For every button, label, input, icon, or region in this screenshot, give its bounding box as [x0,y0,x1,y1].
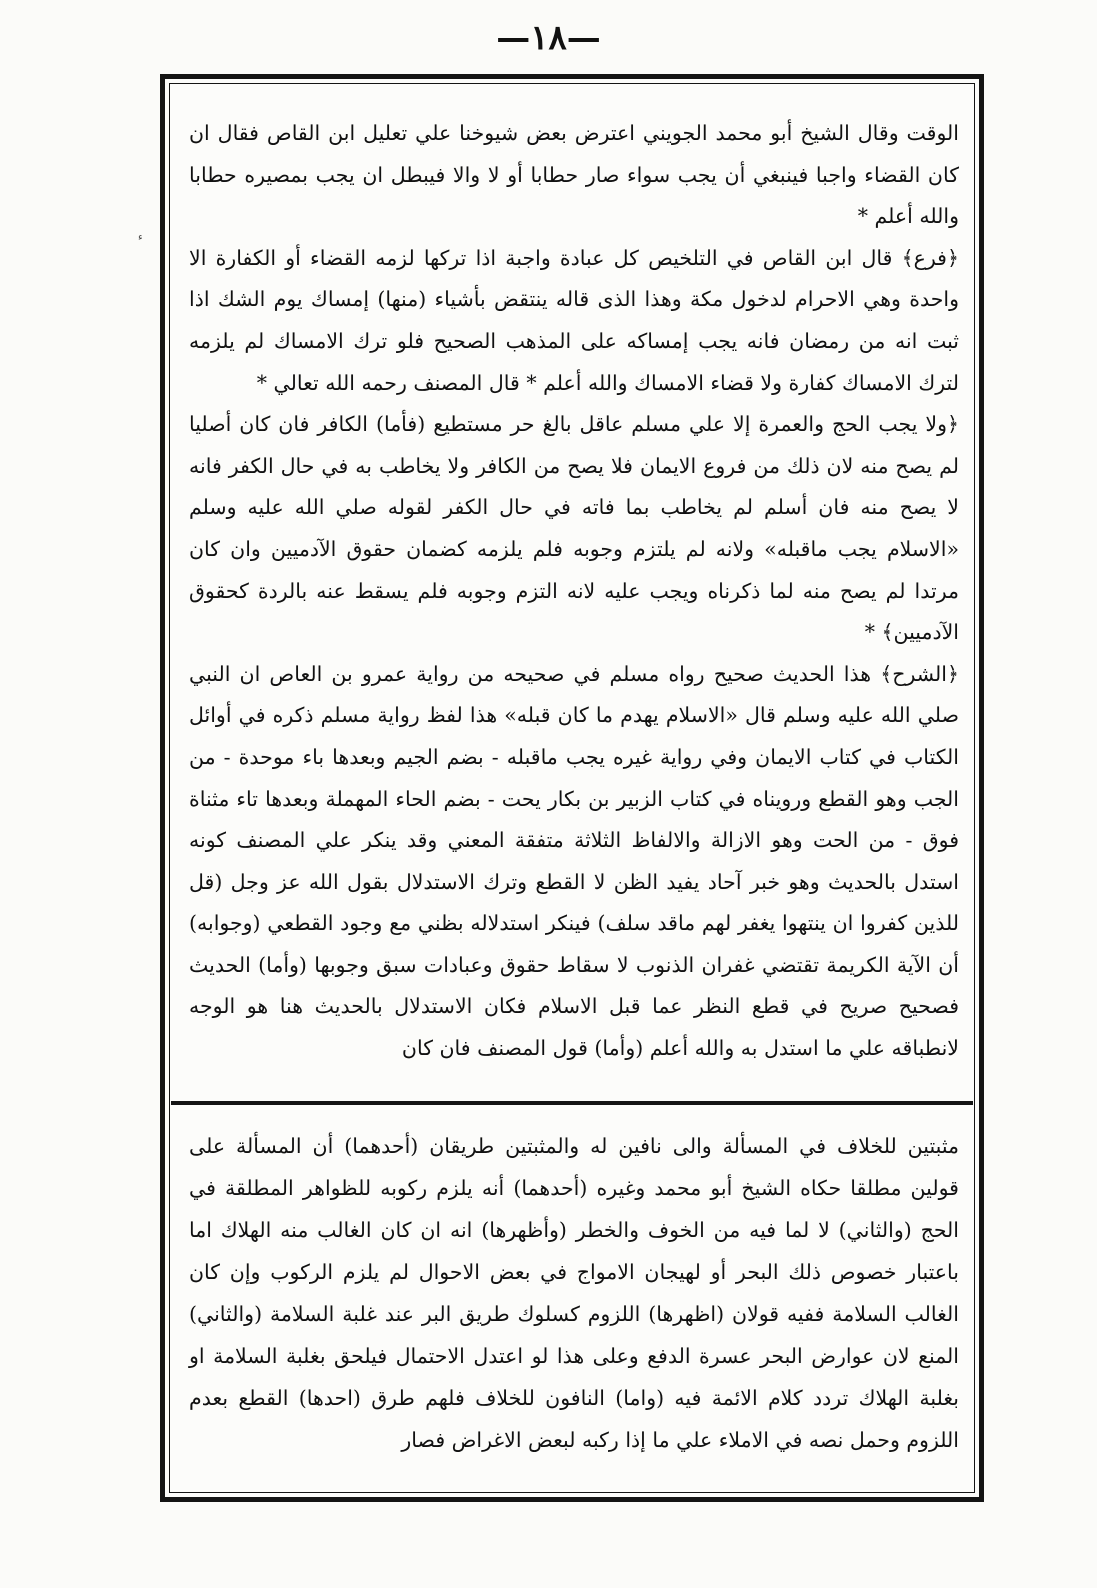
footnote-divider [171,1101,973,1105]
footnote-paragraph-1: مثبتين للخلاف في المسألة والى نافين له والمثبتين طريقان (أحدهما) أن المسألة على قولين مطلقا حكاه الشيخ أبو محمد وغيره (أحدهما) أنه يلزم ركوبه للظواهر المطلقة في الحج (والثاني) لا لما فيه من الخوف والخطر (وأظهرها) انه ان كان الغالب منه الهلاك اما باعتبار خصوص ذلك البحر أو لهيجان الامواج في بعض الاحوال لم يلزم الركوب وإن كان الغالب السلامة ففيه قولان (اظهرها) اللزوم كسلوك طريق البر عند غلبة السلامة (والثاني) المنع لان عوارض البحر عسرة الدفع وعلى هذا لو اعتدل الاحتمال فيلحق بغلبة السلامة او بغلبة الهلاك تردد كلام الائمة فيه (واما) النافون للخلاف فلهم طرق (احدها) القطع بعدم اللزوم وحمل نصه في الاملاء علي ما إذا ركبه لبعض الاغراض فصار [189,1134,959,1452]
page-number: —١٨— [496,18,601,58]
main-paragraph-3: ﴿ولا يجب الحج والعمرة إلا علي مسلم عاقل بالغ حر مستطيع (فأما) الكافر فان كان أصليا لم يصح منه لان ذلك من فروع الايمان فلا يصح من الكافر ولا يخاطب به في حال الكفر فانه لا يصح منه فان أسلم لم يخاطب بما فاته في حال الكفر لقوله صلي الله عليه وسلم «الاسلام يجب ماقبله» ولانه لم يلتزم وجوبه فلم يلزمه كضمان حقوق الآدميين وان كان مرتدا لم يصح منه لما ذكرناه ويجب عليه لانه التزم وجوبه فلم يسقط عنه بالردة كحقوق الآدميين﴾ * [189,412,959,645]
main-paragraph-4: ﴿الشرح﴾ هذا الحديث صحيح رواه مسلم في صحيحه من رواية عمرو بن العاص ان النبي صلي الله عليه وسلم قال «الاسلام يهدم ما كان قبله» هذا لفظ رواية مسلم ذكره في أوائل الكتاب في كتاب الايمان وفي رواية غيره يجب ماقبله - بضم الجيم وبعدها باء موحدة - من الجب وهو القطع ورويناه في كتاب الزبير بن بكار يحت - بضم الحاء المهملة وبعدها تاء مثناة فوق - من الحت وهو الازالة والالفاظ الثلاثة متفقة المعني وقد ينكر علي المصنف كونه استدل بالحديث وهو خبر آحاد يفيد الظن لا القطع وترك الاستدلال بقول الله عز وجل (قل للذين كفروا ان ينتهوا يغفر لهم ماقد سلف) فينكر استدلاله بظني مع وجود القطعي (وجوابه) أن الآية الكريمة تقتضي غفران الذنوب لا سقاط حقوق وعبادات سبق وجوبها (وأما) الحديث فصحيح صريح في قطع النظر عما قبل الاسلام فكان الاستدلال بالحديث هنا هو الوجه لانطباقه علي ما استدل به والله أعلم (وأما) قول المصنف فان كان [189,661,959,1061]
main-text [189,113,959,1070]
main-paragraph-1: الوقت وقال الشيخ أبو محمد الجويني اعترض بعض شيوخنا علي تعليل ابن القاص فقال ان كان القضاء واجبا فينبغي أن يجب سواء صار حطابا أو لا والا فيبطل ان يجب بمصيره حطابا والله أعلم * [189,121,959,229]
main-paragraph-2: ﴿فرع﴾ قال ابن القاص في التلخيص كل عبادة واجبة اذا تركها لزمه القضاء أو الكفارة الا واحدة وهي الاحرام لدخول مكة وهذا الذى قاله ينتقض بأشياء (منها) إمساك يوم الشك اذا ثبت انه من رمضان فانه يجب إمساكه على المذهب الصحيح فلو ترك الامساك لم يلزمه لترك الامساك كفارة ولا قضاء الامساك والله أعلم * قال المصنف رحمه الله تعالي * [189,245,959,395]
footnote-text [189,1125,959,1461]
page-frame [160,74,984,1502]
margin-mark: ء [138,232,143,243]
